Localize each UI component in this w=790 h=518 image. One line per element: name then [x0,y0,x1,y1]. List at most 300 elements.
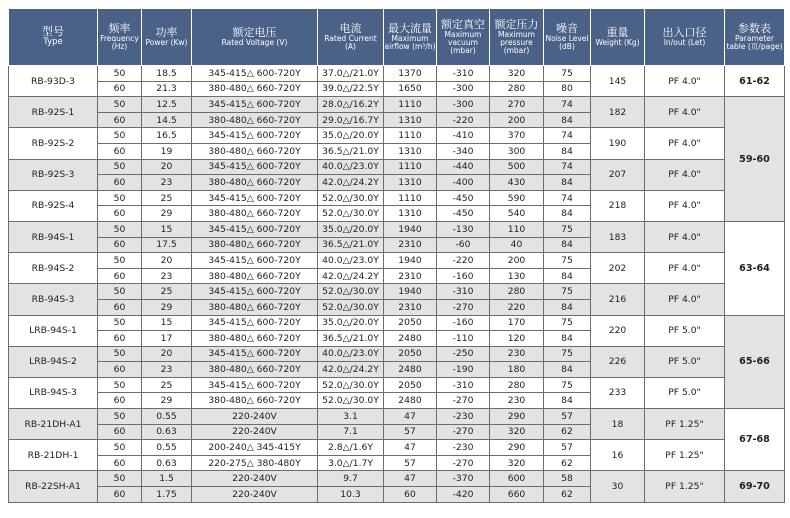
weight-cell: 202 [591,253,645,284]
inout-cell: PF 4.0" [645,190,725,221]
noise-cell: 75 [544,377,591,393]
weight-cell: 182 [591,97,645,128]
pressure-cell: 110 [490,221,544,237]
current-cell: 40.0△/23.0Y [318,346,384,362]
pressure-cell: 290 [490,409,544,425]
pressure-cell: 320 [490,66,544,82]
vacuum-cell: -190 [437,362,490,378]
current-cell: 39.0△/22.5Y [318,81,384,97]
table-row [9,346,785,362]
vacuum-cell: -310 [437,377,490,393]
vacuum-cell: -270 [437,455,490,471]
freq-cell: 50 [98,190,142,206]
current-cell: 29.0△/16.7Y [318,112,384,128]
airflow-cell: 2310 [384,268,437,284]
inout-cell: PF 1.25" [645,471,725,502]
current-cell: 42.0△/24.2Y [318,362,384,378]
airflow-cell: 1370 [384,66,437,82]
model-type-cell: LRB-94S-1 [9,315,98,346]
vacuum-cell: -410 [437,128,490,144]
current-cell: 35.0△/20.0Y [318,128,384,144]
table-row [9,315,785,331]
power-cell: 18.5 [142,66,192,82]
pressure-cell: 200 [490,112,544,128]
pressure-cell: 290 [490,440,544,456]
voltage-cell: 345-415△ 600-720Y [192,221,318,237]
power-cell: 20 [142,253,192,269]
voltage-cell: 220-240V [192,409,318,425]
weight-cell: 190 [591,128,645,159]
spec-table-container [8,8,785,503]
weight-cell: 218 [591,190,645,221]
header-noise: 噪音 Noise Level (dB) [544,9,591,66]
voltage-cell: 345-415△ 600-720Y [192,159,318,175]
airflow-cell: 2480 [384,393,437,409]
header-weight: 重量 Weight (Kg) [591,9,645,66]
vacuum-cell: -60 [437,237,490,253]
pressure-cell: 320 [490,455,544,471]
header-vacuum: 额定真空 Maximum vacuum (mbar) [437,9,490,66]
model-type-cell: RB-92S-2 [9,128,98,159]
noise-cell: 80 [544,81,591,97]
pressure-cell: 180 [490,362,544,378]
vacuum-cell: -250 [437,346,490,362]
parameter-page-cell: 63-64 [725,221,785,315]
power-cell: 23 [142,175,192,191]
noise-cell: 84 [544,331,591,347]
vacuum-cell: -220 [437,112,490,128]
voltage-cell: 380-480△ 660-720Y [192,175,318,191]
pressure-cell: 600 [490,471,544,487]
airflow-cell: 1310 [384,175,437,191]
airflow-cell: 1110 [384,159,437,175]
power-cell: 21.3 [142,81,192,97]
noise-cell: 75 [544,284,591,300]
noise-cell: 84 [544,143,591,159]
inout-cell: PF 4.0" [645,284,725,315]
current-cell: 35.0△/20.0Y [318,315,384,331]
freq-cell: 50 [98,346,142,362]
voltage-cell: 380-480△ 660-720Y [192,206,318,222]
power-cell: 0.55 [142,409,192,425]
freq-cell: 60 [98,487,142,503]
weight-cell: 145 [591,66,645,97]
freq-cell: 60 [98,455,142,471]
weight-cell: 183 [591,221,645,252]
noise-cell: 84 [544,393,591,409]
current-cell: 52.0△/30.0Y [318,393,384,409]
current-cell: 52.0△/30.0Y [318,284,384,300]
weight-cell: 16 [591,440,645,471]
freq-cell: 60 [98,237,142,253]
freq-cell: 60 [98,299,142,315]
airflow-cell: 2050 [384,315,437,331]
voltage-cell: 345-415△ 600-720Y [192,377,318,393]
airflow-cell: 1110 [384,128,437,144]
airflow-cell: 47 [384,409,437,425]
pressure-cell: 120 [490,331,544,347]
table-row [9,159,785,175]
inout-cell: PF 4.0" [645,253,725,284]
pressure-cell: 590 [490,190,544,206]
noise-cell: 75 [544,221,591,237]
power-cell: 29 [142,299,192,315]
vacuum-cell: -270 [437,424,490,440]
pressure-cell: 220 [490,299,544,315]
model-type-cell: RB-92S-1 [9,97,98,128]
noise-cell: 57 [544,440,591,456]
noise-cell: 62 [544,487,591,503]
freq-cell: 50 [98,284,142,300]
noise-cell: 62 [544,424,591,440]
power-cell: 15 [142,221,192,237]
voltage-cell: 220-240V [192,424,318,440]
header-row [9,9,785,66]
header-power: 功率 Power (Kw) [142,9,192,66]
voltage-cell: 345-415△ 600-720Y [192,346,318,362]
noise-cell: 75 [544,66,591,82]
freq-cell: 60 [98,175,142,191]
vacuum-cell: -310 [437,66,490,82]
header-voltage: 额定电压 Rated Voltage (V) [192,9,318,66]
header-airflow: 最大流量 Maximum airflow (m³/h) [384,9,437,66]
model-type-cell: RB-94S-3 [9,284,98,315]
current-cell: 9.7 [318,471,384,487]
pressure-cell: 370 [490,128,544,144]
airflow-cell: 1940 [384,284,437,300]
noise-cell: 84 [544,299,591,315]
pressure-cell: 430 [490,175,544,191]
header-parameter-page: 参数表 Parameter table (页/page) [725,9,785,66]
inout-cell: PF 4.0" [645,97,725,128]
current-cell: 35.0△/20.0Y [318,221,384,237]
voltage-cell: 380-480△ 660-720Y [192,237,318,253]
current-cell: 3.0△/1.7Y [318,455,384,471]
vacuum-cell: -270 [437,299,490,315]
pressure-cell: 500 [490,159,544,175]
noise-cell: 84 [544,206,591,222]
voltage-cell: 345-415△ 600-720Y [192,253,318,269]
vacuum-cell: -300 [437,81,490,97]
inout-cell: PF 4.0" [645,159,725,190]
freq-cell: 60 [98,143,142,159]
power-cell: 20 [142,346,192,362]
pressure-cell: 200 [490,253,544,269]
airflow-cell: 47 [384,440,437,456]
table-row [9,128,785,144]
airflow-cell: 2480 [384,362,437,378]
vacuum-cell: -420 [437,487,490,503]
airflow-cell: 2050 [384,377,437,393]
freq-cell: 50 [98,409,142,425]
vacuum-cell: -300 [437,97,490,113]
noise-cell: 84 [544,112,591,128]
freq-cell: 60 [98,268,142,284]
model-type-cell: RB-21DH-A1 [9,409,98,440]
power-cell: 16.5 [142,128,192,144]
voltage-cell: 345-415△ 600-720Y [192,315,318,331]
current-cell: 10.3 [318,487,384,503]
freq-cell: 60 [98,206,142,222]
power-cell: 0.63 [142,424,192,440]
weight-cell: 220 [591,315,645,346]
header-frequency: 频率 Frequency (Hz) [98,9,142,66]
parameter-page-cell: 69-70 [725,471,785,502]
pressure-cell: 40 [490,237,544,253]
table-row [9,190,785,206]
inout-cell: PF 4.0" [645,128,725,159]
noise-cell: 74 [544,159,591,175]
voltage-cell: 345-415△ 600-720Y [192,97,318,113]
current-cell: 3.1 [318,409,384,425]
noise-cell: 74 [544,97,591,113]
power-cell: 25 [142,284,192,300]
pressure-cell: 280 [490,284,544,300]
power-cell: 17.5 [142,237,192,253]
weight-cell: 18 [591,409,645,440]
voltage-cell: 345-415△ 600-720Y [192,66,318,82]
freq-cell: 50 [98,315,142,331]
header-pressure: 额定压力 Maximum pressure (mbar) [490,9,544,66]
vacuum-cell: -230 [437,440,490,456]
model-type-cell: RB-92S-4 [9,190,98,221]
pressure-cell: 270 [490,97,544,113]
voltage-cell: 220-240V [192,487,318,503]
vacuum-cell: -160 [437,315,490,331]
vacuum-cell: -130 [437,221,490,237]
parameter-page-cell: 59-60 [725,97,785,222]
vacuum-cell: -110 [437,331,490,347]
airflow-cell: 1310 [384,206,437,222]
pressure-cell: 230 [490,393,544,409]
vacuum-cell: -450 [437,206,490,222]
power-cell: 19 [142,143,192,159]
freq-cell: 50 [98,471,142,487]
table-row [9,440,785,456]
inout-cell: PF 4.0" [645,66,725,97]
power-cell: 23 [142,268,192,284]
airflow-cell: 57 [384,424,437,440]
noise-cell: 62 [544,455,591,471]
airflow-cell: 1110 [384,190,437,206]
freq-cell: 60 [98,362,142,378]
power-cell: 15 [142,315,192,331]
model-type-cell: RB-21DH-1 [9,440,98,471]
power-cell: 29 [142,393,192,409]
vacuum-cell: -440 [437,159,490,175]
noise-cell: 84 [544,237,591,253]
voltage-cell: 345-415△ 600-720Y [192,190,318,206]
noise-cell: 84 [544,175,591,191]
power-cell: 0.63 [142,455,192,471]
inout-cell: PF 5.0" [645,315,725,346]
model-type-cell: RB-92S-3 [9,159,98,190]
parameter-page-cell: 65-66 [725,315,785,409]
freq-cell: 60 [98,393,142,409]
airflow-cell: 1940 [384,253,437,269]
voltage-cell: 380-480△ 660-720Y [192,393,318,409]
power-cell: 12.5 [142,97,192,113]
power-cell: 17 [142,331,192,347]
model-type-cell: RB-93D-3 [9,66,98,97]
power-cell: 1.5 [142,471,192,487]
freq-cell: 50 [98,221,142,237]
noise-cell: 75 [544,253,591,269]
weight-cell: 30 [591,471,645,502]
power-cell: 25 [142,377,192,393]
airflow-cell: 1650 [384,81,437,97]
pressure-cell: 540 [490,206,544,222]
airflow-cell: 57 [384,455,437,471]
current-cell: 52.0△/30.0Y [318,299,384,315]
freq-cell: 60 [98,112,142,128]
power-cell: 0.55 [142,440,192,456]
table-row [9,221,785,237]
model-type-cell: LRB-94S-3 [9,377,98,408]
pressure-cell: 660 [490,487,544,503]
inout-cell: PF 5.0" [645,377,725,408]
current-cell: 36.5△/21.0Y [318,331,384,347]
inout-cell: PF 5.0" [645,346,725,377]
noise-cell: 57 [544,409,591,425]
airflow-cell: 1310 [384,143,437,159]
table-row [9,66,785,82]
spec-table [8,8,785,503]
noise-cell: 75 [544,346,591,362]
current-cell: 52.0△/30.0Y [318,190,384,206]
power-cell: 25 [142,190,192,206]
model-type-cell: RB-94S-2 [9,253,98,284]
airflow-cell: 2050 [384,346,437,362]
weight-cell: 233 [591,377,645,408]
voltage-cell: 345-415△ 600-720Y [192,128,318,144]
weight-cell: 216 [591,284,645,315]
power-cell: 20 [142,159,192,175]
power-cell: 23 [142,362,192,378]
vacuum-cell: -310 [437,284,490,300]
current-cell: 52.0△/30.0Y [318,377,384,393]
pressure-cell: 300 [490,143,544,159]
parameter-page-cell: 61-62 [725,66,785,97]
voltage-cell: 345-415△ 600-720Y [192,284,318,300]
freq-cell: 50 [98,440,142,456]
freq-cell: 60 [98,424,142,440]
weight-cell: 207 [591,159,645,190]
airflow-cell: 60 [384,487,437,503]
noise-cell: 75 [544,315,591,331]
freq-cell: 50 [98,66,142,82]
freq-cell: 60 [98,331,142,347]
vacuum-cell: -370 [437,471,490,487]
noise-cell: 84 [544,362,591,378]
table-row [9,377,785,393]
inout-cell: PF 1.25" [645,409,725,440]
vacuum-cell: -160 [437,268,490,284]
model-type-cell: RB-94S-1 [9,221,98,252]
freq-cell: 50 [98,253,142,269]
current-cell: 36.5△/21.0Y [318,237,384,253]
noise-cell: 84 [544,268,591,284]
pressure-cell: 280 [490,81,544,97]
noise-cell: 74 [544,190,591,206]
pressure-cell: 230 [490,346,544,362]
voltage-cell: 380-480△ 660-720Y [192,299,318,315]
header-current: 电流 Rated Current (A) [318,9,384,66]
weight-cell: 226 [591,346,645,377]
current-cell: 42.0△/24.2Y [318,268,384,284]
vacuum-cell: -230 [437,409,490,425]
airflow-cell: 47 [384,471,437,487]
airflow-cell: 2310 [384,237,437,253]
pressure-cell: 130 [490,268,544,284]
current-cell: 40.0△/23.0Y [318,253,384,269]
voltage-cell: 220-240V [192,471,318,487]
noise-cell: 74 [544,128,591,144]
freq-cell: 50 [98,159,142,175]
voltage-cell: 380-480△ 660-720Y [192,331,318,347]
table-row [9,471,785,487]
airflow-cell: 1310 [384,112,437,128]
freq-cell: 50 [98,377,142,393]
table-row [9,409,785,425]
voltage-cell: 200-240△ 345-415Y [192,440,318,456]
airflow-cell: 2310 [384,299,437,315]
voltage-cell: 380-480△ 660-720Y [192,112,318,128]
pressure-cell: 170 [490,315,544,331]
power-cell: 29 [142,206,192,222]
vacuum-cell: -400 [437,175,490,191]
voltage-cell: 380-480△ 660-720Y [192,268,318,284]
parameter-page-cell: 67-68 [725,409,785,471]
vacuum-cell: -220 [437,253,490,269]
current-cell: 42.0△/24.2Y [318,175,384,191]
pressure-cell: 320 [490,424,544,440]
model-type-cell: LRB-94S-2 [9,346,98,377]
current-cell: 37.0△/21.0Y [318,66,384,82]
table-row [9,253,785,269]
voltage-cell: 380-480△ 660-720Y [192,143,318,159]
voltage-cell: 380-480△ 660-720Y [192,81,318,97]
current-cell: 7.1 [318,424,384,440]
current-cell: 40.0△/23.0Y [318,159,384,175]
power-cell: 14.5 [142,112,192,128]
freq-cell: 50 [98,128,142,144]
current-cell: 2.8△/1.6Y [318,440,384,456]
current-cell: 52.0△/30.0Y [318,206,384,222]
model-type-cell: RB-22SH-A1 [9,471,98,502]
current-cell: 36.5△/21.0Y [318,143,384,159]
freq-cell: 50 [98,97,142,113]
freq-cell: 60 [98,81,142,97]
vacuum-cell: -450 [437,190,490,206]
vacuum-cell: -270 [437,393,490,409]
airflow-cell: 1110 [384,97,437,113]
voltage-cell: 220-275△ 380-480Y [192,455,318,471]
header-type: 型号 Type [9,9,98,66]
table-body [9,66,785,503]
vacuum-cell: -340 [437,143,490,159]
inout-cell: PF 1.25" [645,440,725,471]
header-inout: 出入口径 In/out (Let) [645,9,725,66]
voltage-cell: 380-480△ 660-720Y [192,362,318,378]
power-cell: 1.75 [142,487,192,503]
airflow-cell: 1940 [384,221,437,237]
current-cell: 28.0△/16.2Y [318,97,384,113]
inout-cell: PF 4.0" [645,221,725,252]
airflow-cell: 2480 [384,331,437,347]
pressure-cell: 280 [490,377,544,393]
table-row [9,284,785,300]
